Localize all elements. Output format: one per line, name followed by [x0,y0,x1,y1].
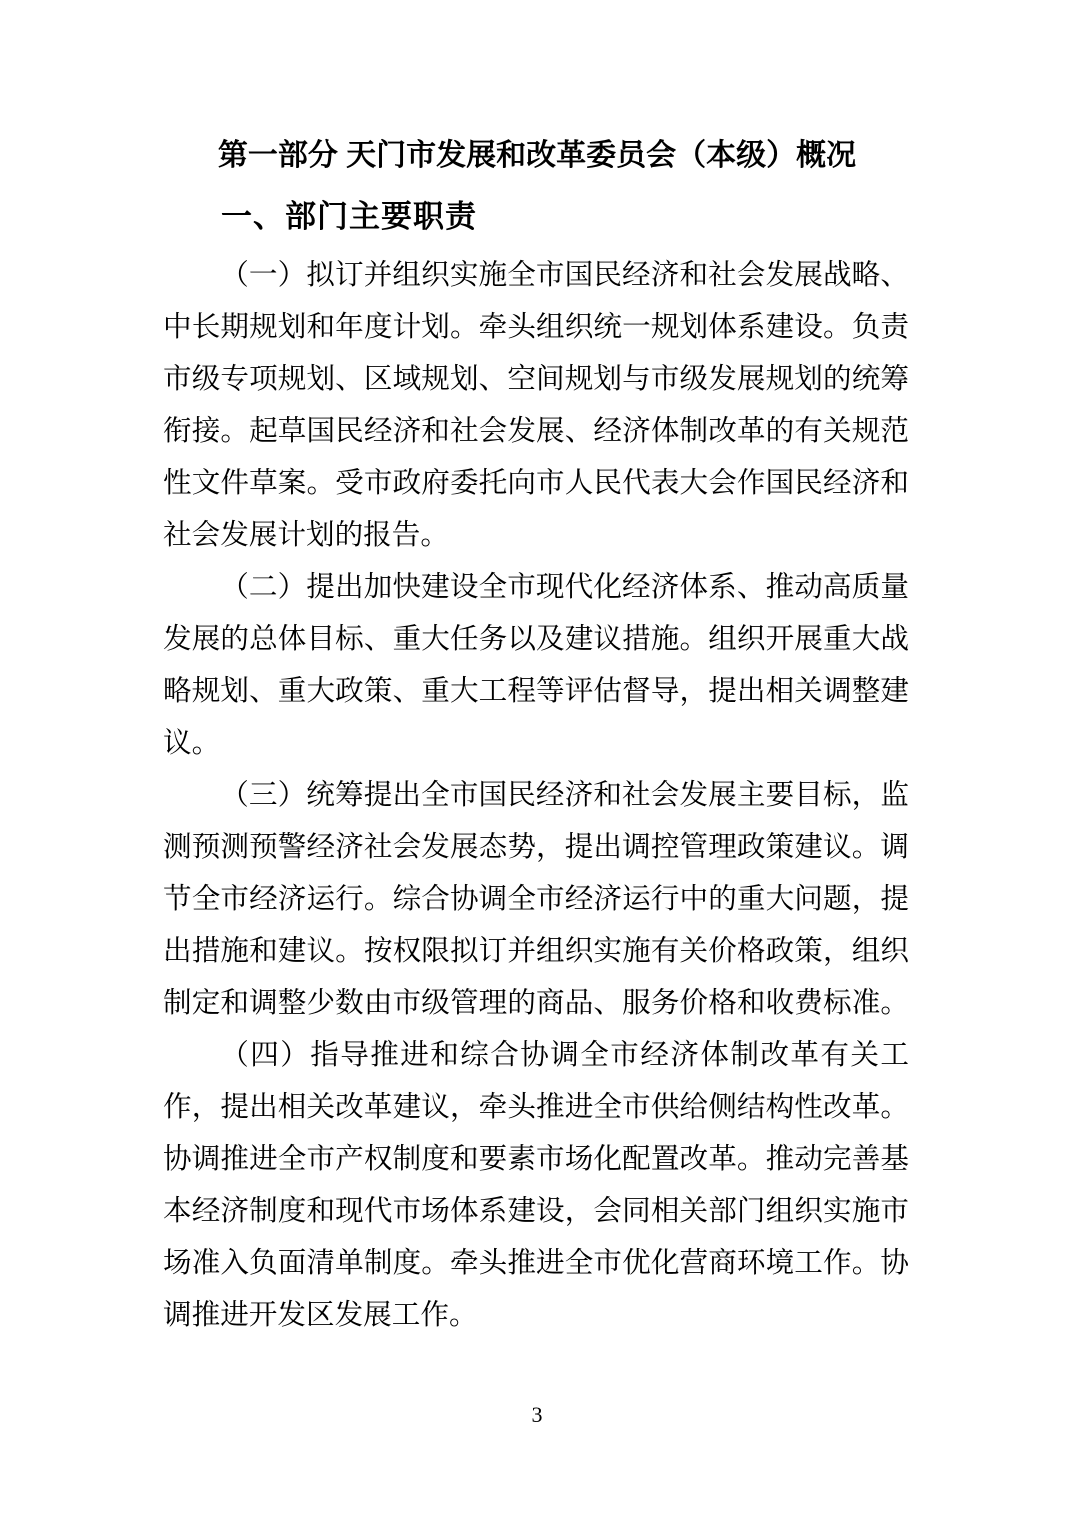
section-heading: 一、部门主要职责 [221,199,477,234]
text-line: 场准入负面清单制度。牵头推进全市优化营商环境工作。协 [163,1248,909,1279]
text-line: 作，提出相关改革建议，牵头推进全市供给侧结构性改革。 [163,1092,909,1123]
text-line: 本经济制度和现代市场体系建设，会同相关部门组织实施市 [163,1196,909,1227]
paragraph-2 [163,562,909,770]
text-line: 衔接。起草国民经济和社会发展、经济体制改革的有关规范 [163,416,909,447]
text-line: 性文件草案。受市政府委托向市人民代表大会作国民经济和 [163,468,909,499]
text-line: 制定和调整少数由市级管理的商品、服务价格和收费标准。 [163,988,909,1019]
text-line: （四）指导推进和综合协调全市经济体制改革有关工 [220,1040,909,1071]
paragraph-4 [163,1030,909,1342]
text-line: 节全市经济运行。综合协调全市经济运行中的重大问题，提 [163,884,909,915]
document-body [163,250,909,1342]
text-line: 协调推进全市产权制度和要素市场化配置改革。推动完善基 [163,1144,909,1175]
paragraph-1 [163,250,909,562]
paragraph-3 [163,770,909,1030]
text-line: 调推进开发区发展工作。 [163,1300,478,1331]
text-line: 出措施和建议。按权限拟订并组织实施有关价格政策，组织 [163,936,909,967]
text-line: （一）拟订并组织实施全市国民经济和社会发展战略、 [220,260,909,291]
text-line: 市级专项规划、区域规划、空间规划与市级发展规划的统筹 [163,364,909,395]
text-line: （二）提出加快建设全市现代化经济体系、推动高质量 [220,572,909,603]
text-line: 略规划、重大政策、重大工程等评估督导，提出相关调整建 [163,676,909,707]
text-line: 社会发展计划的报告。 [163,520,449,551]
text-line: 发展的总体目标、重大任务以及建议措施。组织开展重大战 [163,624,909,655]
document-title: 第一部分 天门市发展和改革委员会（本级）概况 [217,139,857,172]
page-number: 3 [531,1402,543,1427]
text-line: 测预测预警经济社会发展态势，提出调控管理政策建议。调 [163,832,909,863]
text-line: （三）统筹提出全市国民经济和社会发展主要目标，监 [220,780,909,811]
text-line: 中长期规划和年度计划。牵头组织统一规划体系建设。负责 [163,312,909,343]
text-line: 议。 [163,728,221,759]
